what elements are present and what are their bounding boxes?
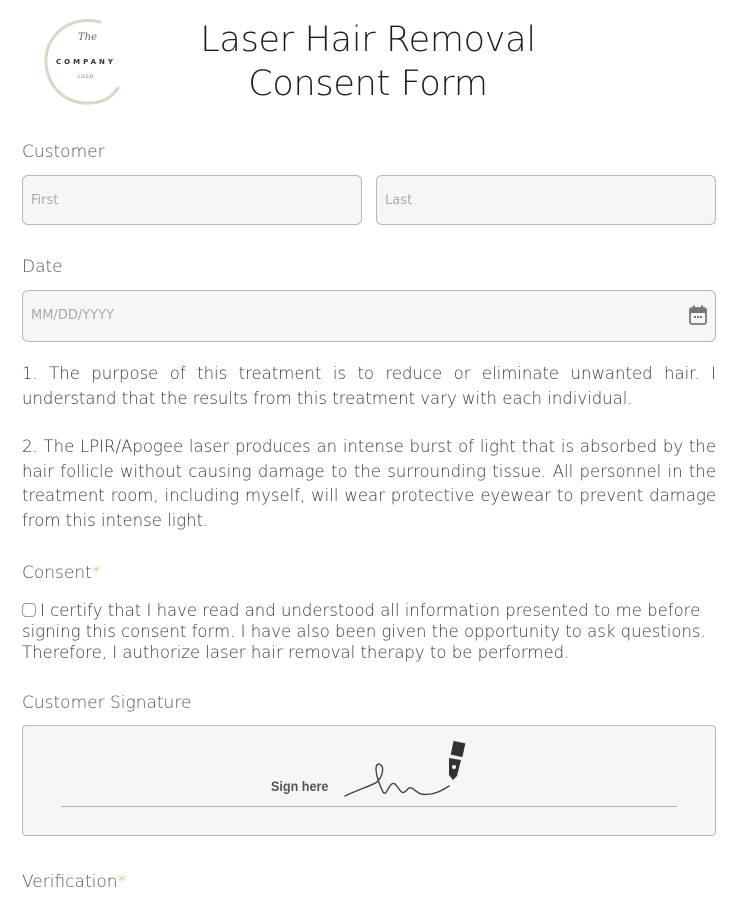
calendar-icon[interactable] [689,305,707,325]
title-line-1: Laser Hair Removal [200,20,536,60]
last-name-input[interactable] [377,176,715,224]
sign-here-text: Sign here [271,778,329,794]
first-name-input[interactable] [23,176,361,224]
first-name-field[interactable] [22,175,362,225]
required-mark: * [117,872,127,892]
signature-label: Customer Signature [22,693,192,713]
consent-text: I certify that I have read and understood all information presented to me before signing this consent form. I have also been given the opportunity to ask questions. Therefore, I authorize laser hair removal therapy to be performed. [22,601,706,662]
date-placeholder: MM/DD/YYYY [31,308,114,323]
logo-the: The [78,32,98,43]
company-logo [40,16,130,108]
signature-pad[interactable] [22,725,716,836]
last-name-placeholder: Last [385,193,413,208]
verification-label [22,872,126,892]
consent-checkbox[interactable] [22,603,36,617]
date-input[interactable] [23,291,715,341]
logo-sub: LOGO [78,74,94,79]
pen-signature-icon [343,740,473,804]
paragraph-1: 1. The purpose of this treatment is to reduce or eliminate unwanted hair. I understand that the results from this treatment vary with each individual. [22,364,716,408]
logo-company: COMPANY [56,58,116,66]
consent-option[interactable] [22,600,722,663]
first-name-placeholder: First [31,193,59,208]
page-title [180,18,556,106]
date-field[interactable] [22,290,716,342]
title-line-2: Consent Form [248,64,488,104]
consent-label [22,563,100,583]
paragraph-2: 2. The LPIR/Apogee laser produces an intense burst of light that is absorbed by the hair follicle without causing damage to the surrounding tissue. All personnel in the treatment room, including myself, will wear protective eyewear to prevent damage from this intense light. [22,437,716,530]
consent-label-text: Consent [22,563,92,583]
verification-label-text: Verification [22,872,118,892]
date-label: Date [22,257,63,277]
required-mark: * [91,563,101,583]
signature-line [61,806,677,807]
last-name-field[interactable] [376,175,716,225]
form-header [0,0,740,125]
customer-label: Customer [22,142,105,162]
